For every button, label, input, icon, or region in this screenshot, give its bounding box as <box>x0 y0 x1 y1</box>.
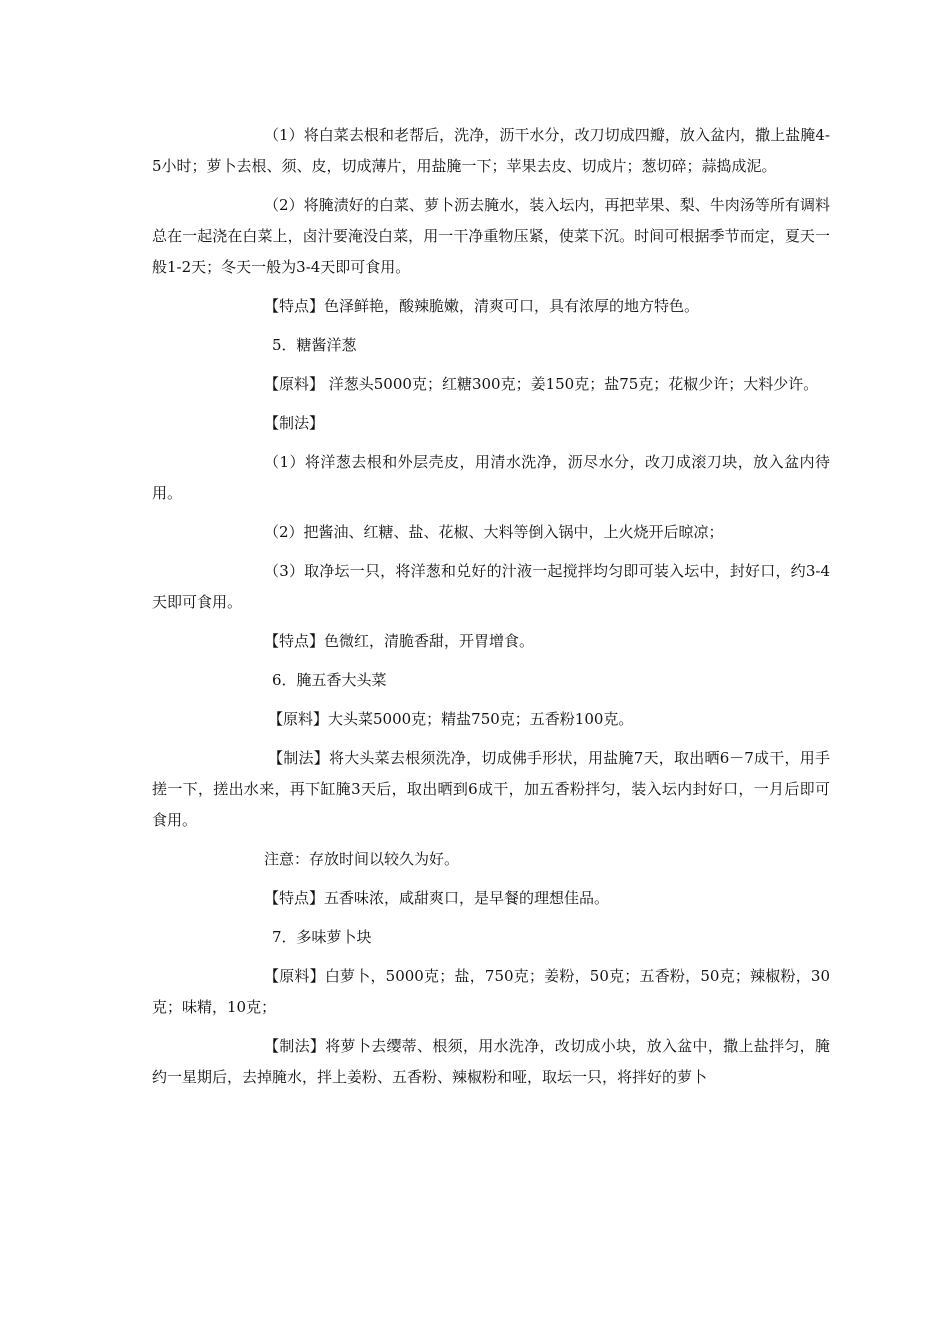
feature-paragraph: 【特点】色泽鲜艳，酸辣脆嫩，清爽可口，具有浓厚的地方特色。 <box>264 297 700 315</box>
section-heading-5: 5．糖酱洋葱 <box>272 336 357 354</box>
turnip-feature-paragraph: 【特点】五香味浓，咸甜爽口，是早餐的理想佳品。 <box>264 889 610 907</box>
onion-step-1-paragraph: （1）将洋葱去根和外层壳皮，用清水洗净，沥尽水分，改刀成滚刀块，放入盆内待用。 <box>152 453 830 502</box>
turnip-method-paragraph: 【制法】将大头菜去根须洗净，切成佛手形状，用盐腌7天，取出晒6－7成干，用手搓一下，搓出水来，再下缸腌3天后，取出晒到6成干，加五香粉拌匀，装入坛内封好口，一月后即可食用。 <box>152 749 830 829</box>
ingredients-paragraph: 【原料】 洋葱头5000克；红糖300克；姜150克；盐75克；花椒少许；大料少许。 <box>264 375 819 393</box>
radish-method-paragraph: 【制法】将萝卜去缨蒂、根须，用水洗净，改切成小块，放入盆中，撒上盐拌匀，腌约一星期后，去掉腌水，拌上姜粉、五香粉、辣椒粉和哑，取坛一只，将拌好的萝卜 <box>152 1037 830 1086</box>
step-2-paragraph: （2）将腌渍好的白菜、萝卜沥去腌水，装入坛内，再把苹果、梨、牛肉汤等所有调料总在一起浇在白菜上，卤汁要淹没白菜，用一干净重物压紧，使菜下沉。时间可根据季节而定，夏天一般1-2天；冬天一般为3-4天即可食用。 <box>152 196 830 276</box>
turnip-ingredients-paragraph: 【原料】大头菜5000克；精盐750克；五香粉100克。 <box>268 710 634 728</box>
onion-feature-paragraph: 【特点】色微红，清脆香甜，开胃增食。 <box>264 632 535 650</box>
radish-ingredients-paragraph: 【原料】白萝卜，5000克；盐，750克；姜粉，50克；五香粉，50克；辣椒粉，30克；味精，10克； <box>152 967 830 1016</box>
method-heading: 【制法】 <box>264 414 325 432</box>
onion-step-3-paragraph: （3）取净坛一只，将洋葱和兑好的汁液一起搅拌均匀即可装入坛中，封好口，约3-4天即可食用。 <box>152 562 830 611</box>
step-1-paragraph: （1）将白菜去根和老帮后，洗净，沥干水分，改刀切成四瓣，放入盆内，撒上盐腌4-5小时；萝卜去根、须、皮，切成薄片，用盐腌一下；苹果去皮、切成片；葱切碎；蒜捣成泥。 <box>152 126 830 175</box>
note-paragraph: 注意：存放时间以较久为好。 <box>264 850 460 868</box>
onion-step-2-paragraph: （2）把酱油、红糖、盐、花椒、大料等倒入锅中，上火烧开后晾凉； <box>264 523 724 541</box>
section-heading-7: 7．多味萝卜块 <box>272 928 372 946</box>
document-body <box>152 120 830 1101</box>
section-heading-6: 6．腌五香大头菜 <box>272 671 387 689</box>
